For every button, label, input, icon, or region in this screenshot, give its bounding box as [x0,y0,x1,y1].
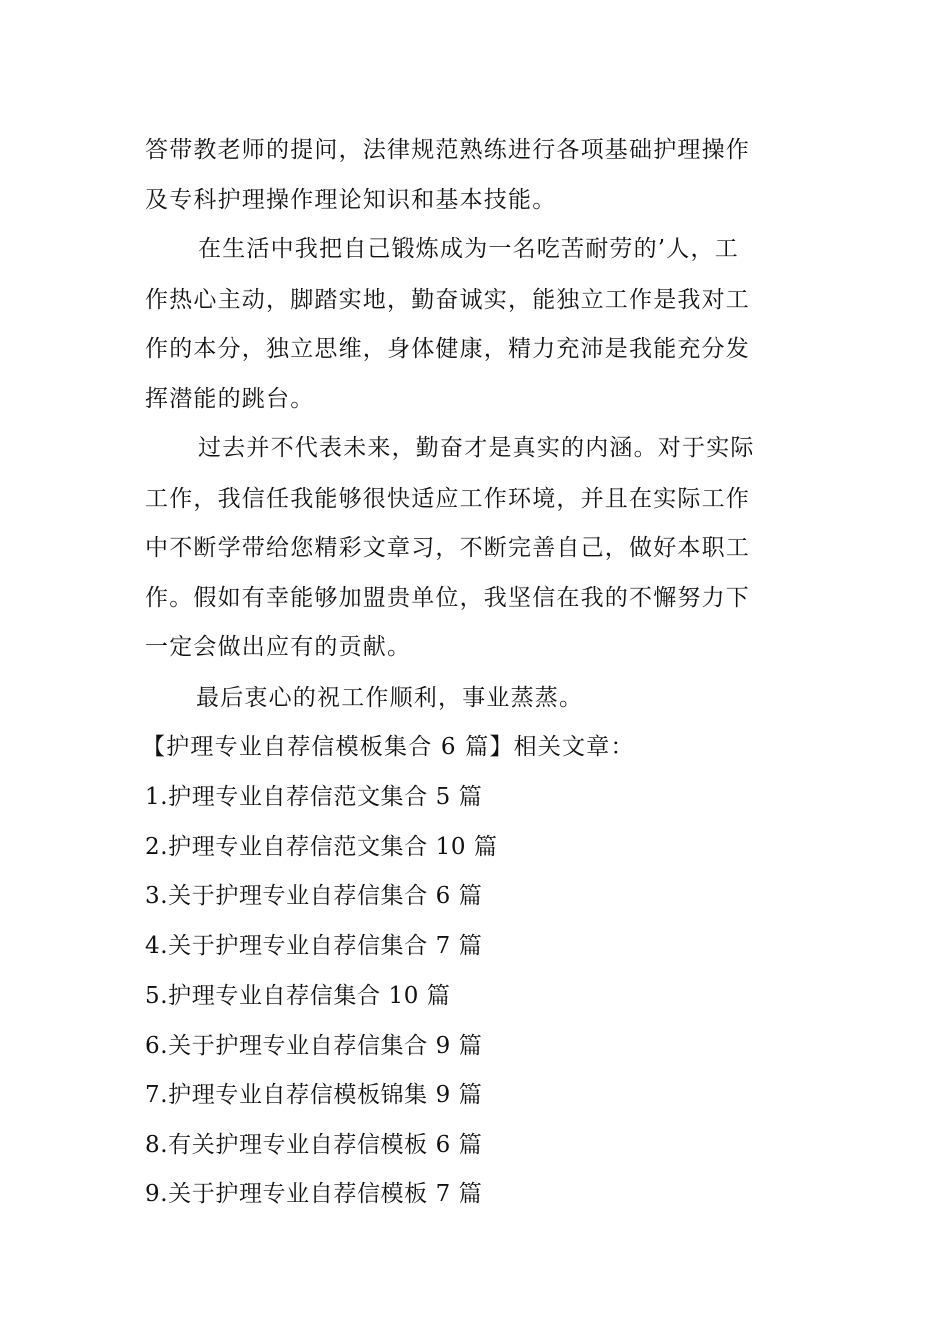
related-article-link[interactable]: 8.有关护理专业自荐信模板 6 篇 [145,1132,483,1158]
paragraph-line: 作。假如有幸能够加盟贵单位，我坚信在我的不懈努力下 [145,585,750,611]
paragraph-line: 过去并不代表未来，勤奋才是真实的内涵。对于实际 [198,435,755,461]
related-articles-heading: 【护理专业自荐信模板集合 6 篇】相关文章： [142,734,635,760]
related-article-link[interactable]: 5.护理专业自荐信集合 10 篇 [145,983,451,1009]
paragraph-line: 工作，我信任我能够很快适应工作环境，并且在实际工作 [145,486,750,512]
paragraph-line: 作的本分，独立思维，身体健康，精力充沛是我能充分发 [145,336,750,362]
related-article-link[interactable]: 7.护理专业自荐信模板锦集 9 篇 [145,1082,483,1108]
paragraph-line: 答带教老师的提问，法律规范熟练进行各项基础护理操作 [145,137,750,163]
related-article-link[interactable]: 3.关于护理专业自荐信集合 6 篇 [145,883,483,909]
related-article-link[interactable]: 4.关于护理专业自荐信集合 7 篇 [145,933,483,959]
related-article-link[interactable]: 6.关于护理专业自荐信集合 9 篇 [145,1033,483,1059]
related-article-link[interactable]: 1.护理专业自荐信范文集合 5 篇 [145,784,483,810]
paragraph-line: 中不断学带给您精彩文章习，不断完善自己，做好本职工 [145,535,750,561]
paragraph-line: 一定会做出应有的贡献。 [145,634,412,660]
related-article-link[interactable]: 2.护理专业自荐信范文集合 10 篇 [145,834,498,860]
paragraph-line: 作热心主动，脚踏实地，勤奋诚实，能独立工作是我对工 [145,287,750,313]
paragraph-line: 及专科护理操作理论知识和基本技能。 [145,187,557,213]
closing-line: 最后衷心的祝工作顺利，事业蒸蒸。 [196,685,584,711]
paragraph-line: 挥潜能的跳台。 [145,386,315,412]
related-article-link[interactable]: 9.关于护理专业自荐信模板 7 篇 [145,1181,483,1207]
paragraph-line: 在生活中我把自己锻炼成为一名吃苦耐劳的’人，工 [198,236,739,262]
